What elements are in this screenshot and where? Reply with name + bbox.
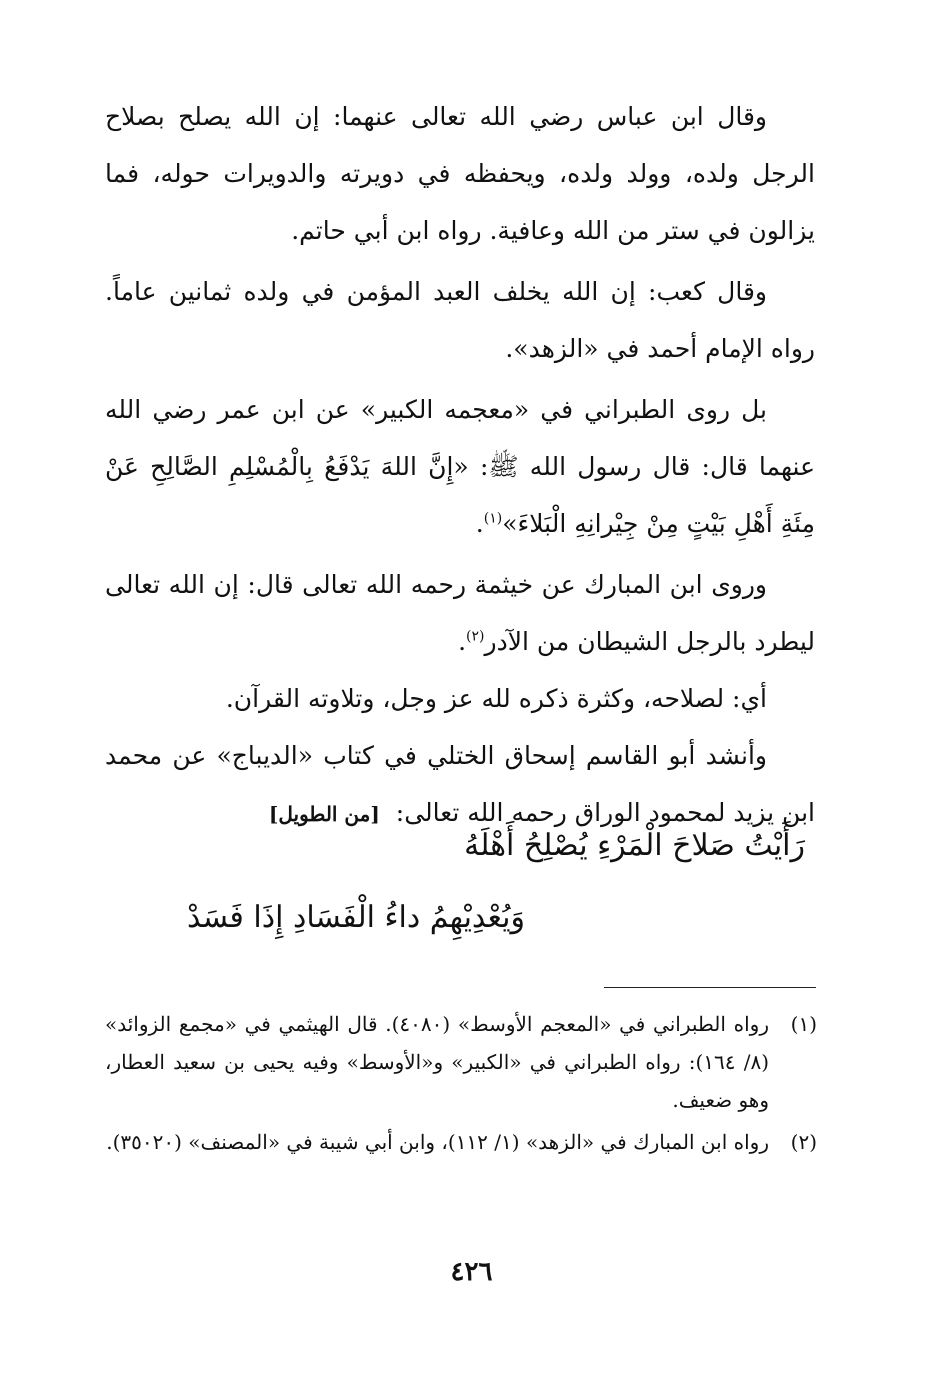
poem-line-2: وَيُعْدِيْهِمُ داءُ الْفَسَادِ إِذَا فَسَدْ [187, 900, 525, 935]
meter-label: [من الطويل] [268, 802, 380, 826]
footnote-divider [604, 987, 816, 988]
footnote-text: رواه ابن المبارك في «الزهد» (١/ ١١٢)، وابن أبي شيبة في «المصنف» (٣٥٠٢٠). [106, 1130, 769, 1154]
paragraph-ibn-mubarak: وروى ابن المبارك عن خيثمة رحمه الله تعالى قال: إن الله تعالى ليطرد بالرجل الشيطان من الآدر$^{(٢)}$. [105, 570, 815, 656]
footnote-1 [105, 1005, 817, 1119]
footnote-number: (١) [790, 1012, 817, 1036]
paragraph-ibn-abbas: وقال ابن عباس رضي الله تعالى عنهما: إن الله يصلح بصلاح الرجل ولده، وولد ولده، ويحفظه في دويرته والدويرات حوله، فما يزالون في ستر من الله وعافية. رواه ابن أبي حاتم. [105, 102, 815, 245]
footnote-2 [105, 1123, 817, 1161]
paragraph-explanation: أي: لصلاحه، وكثرة ذكره لله عز وجل، وتلاوته القرآن. [225, 684, 767, 713]
paragraph-kaab: وقال كعب: إن الله يخلف العبد المؤمن في ولده ثمانين عاماً. رواه الإمام أحمد في «الزهد». [105, 277, 815, 363]
paragraph-poem-intro: وأنشد أبو القاسم إسحاق الختلي في كتاب «الديباج» عن محمد ابن يزيد لمحمود الوراق رحمه الله تعالى: [من الطويل] [105, 741, 815, 827]
poem-line-1: رَأَيْتُ صَلاحَ الْمَرْءِ يُصْلِحُ أَهْلَهُ [464, 828, 805, 863]
footnotes [105, 1005, 817, 1165]
page-number: ٤٢٦ [450, 1257, 493, 1287]
footnote-text: رواه الطبراني في «المعجم الأوسط» (٤٠٨٠). قال الهيثمي في «مجمع الزوائد» (٨/ ١٦٤): رواه الطبراني في «الكبير» و«الأوسط» وفيه يحيى بن سعيد العطار، وهو ضعيف. [105, 1012, 769, 1112]
footnote-ref-1: (١) [483, 510, 503, 527]
footnote-ref-2: (٢) [466, 628, 485, 645]
footnote-number: (٢) [790, 1130, 817, 1154]
main-text [105, 88, 815, 843]
paragraph-tabarani-hadith: بل روى الطبراني في «معجمه الكبير» عن ابن عمر رضي الله عنهما قال: قال رسول الله ﷺ: «إِنَّ اللهَ يَدْفَعُ بِالْمُسْلِمِ الصَّالِحِ عَنْ مِئَةِ أَهْلِ بَيْتٍ مِنْ جِيْرانِهِ الْبَلاءَ»$^{(١)}$. [105, 395, 815, 538]
